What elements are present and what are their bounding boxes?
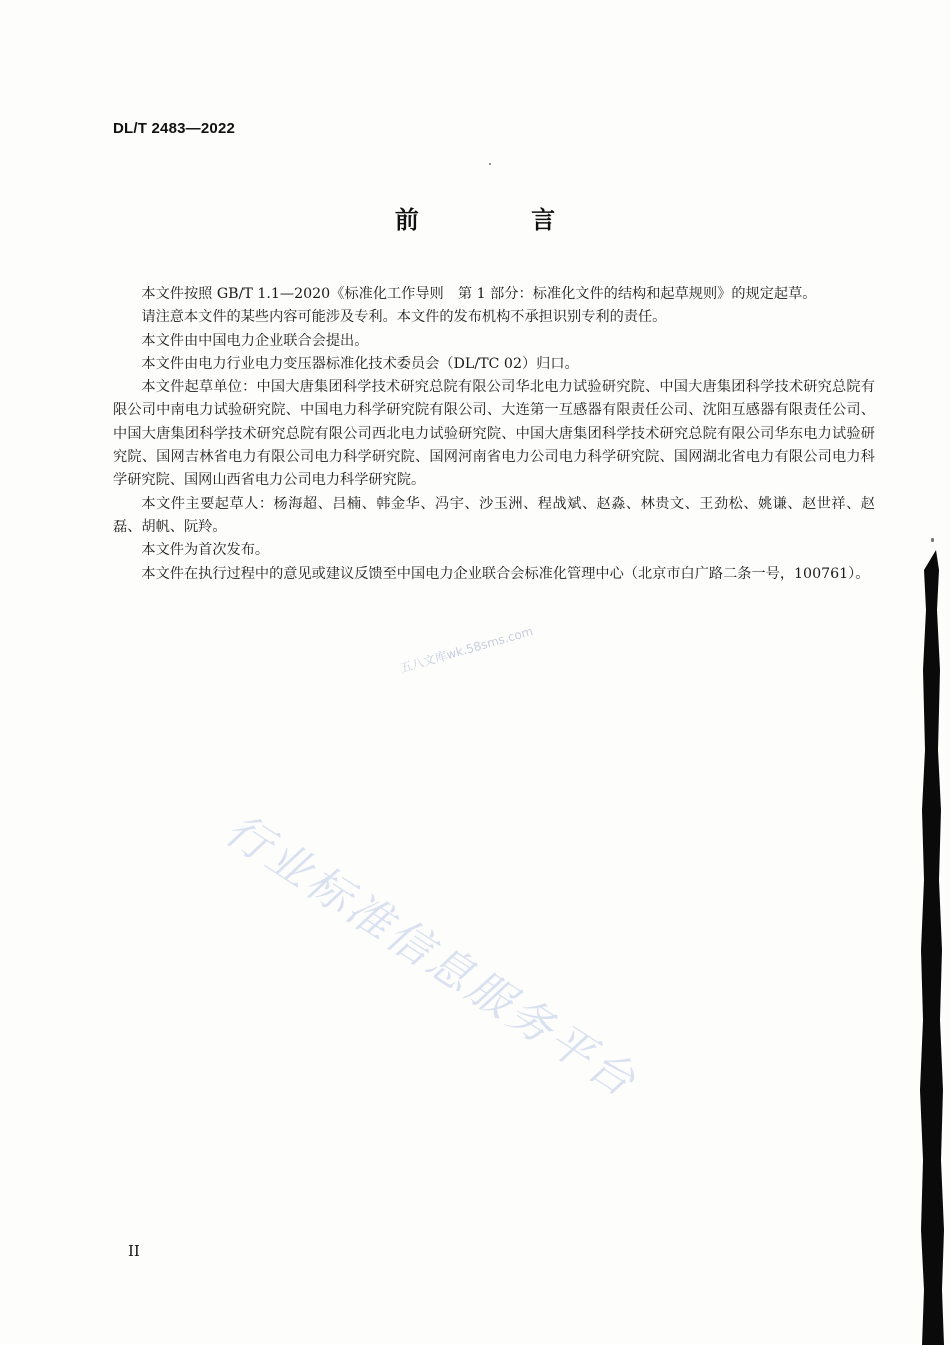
scan-speck [489,163,491,165]
foreword-body [113,283,875,586]
watermark-platform: 行业标准信息服务平台 [216,804,647,1109]
paragraph-first-release: 本文件为首次发布。 [141,542,270,559]
paragraph-proposer: 本文件由中国电力企业联合会提出。 [141,332,369,349]
page-number: II [128,1242,140,1260]
section-heading: 前 言 [394,206,608,234]
paragraph-drafting-units: 本文件起草单位：中国大唐集团科学技术研究总院有限公司华北电力试验研究院、中国大唐集团科学技术研究总院有限公司中南电力试验研究院、中国电力科学研究院有限公司、大连第一互感器有限责任公司、沈阳互感器有限责任公司、中国大唐集团科学技术研究总院有限公司西北电力试验研究院、中国大唐集团科学技术研究总院有限公司华东电力试验研究院、国网吉林省电力有限公司电力科学研究院、国网河南省电力公司电力科学研究院、国网湖北省电力有限公司电力科学研究院、国网山西省电力公司电力科学研究院。 [113,379,875,489]
paragraph-patent-notice: 请注意本文件的某些内容可能涉及专利。本文件的发布机构不承担识别专利的责任。 [141,309,667,326]
scan-edge-shadow [906,550,944,1345]
paragraph-committee: 本文件由电力行业电力变压器标准化技术委员会（DL/TC 02）归口。 [141,355,579,372]
paragraph-drafting-rules: 本文件按照 GB/T 1.1—2020《标准化工作导则 第 1 部分：标准化文件的结构和起草规则》的规定起草。 [141,286,817,302]
scan-edge-band [920,550,944,1345]
scan-speck [931,538,934,542]
watermark-url: 五八文库wk.58sms.com [398,624,535,676]
paragraph-drafters: 本文件主要起草人：杨海超、吕楠、韩金华、冯宇、沙玉洲、程战斌、赵淼、林贵文、王劲松、姚谦、赵世祥、赵磊、胡帆、阮羚。 [113,495,875,535]
paragraph-feedback: 本文件在执行过程中的意见或建议反馈至中国电力企业联合会标准化管理中心（北京市白广路二条一号，100761）。 [141,565,870,582]
document-code: DL/T 2483—2022 [113,120,236,137]
